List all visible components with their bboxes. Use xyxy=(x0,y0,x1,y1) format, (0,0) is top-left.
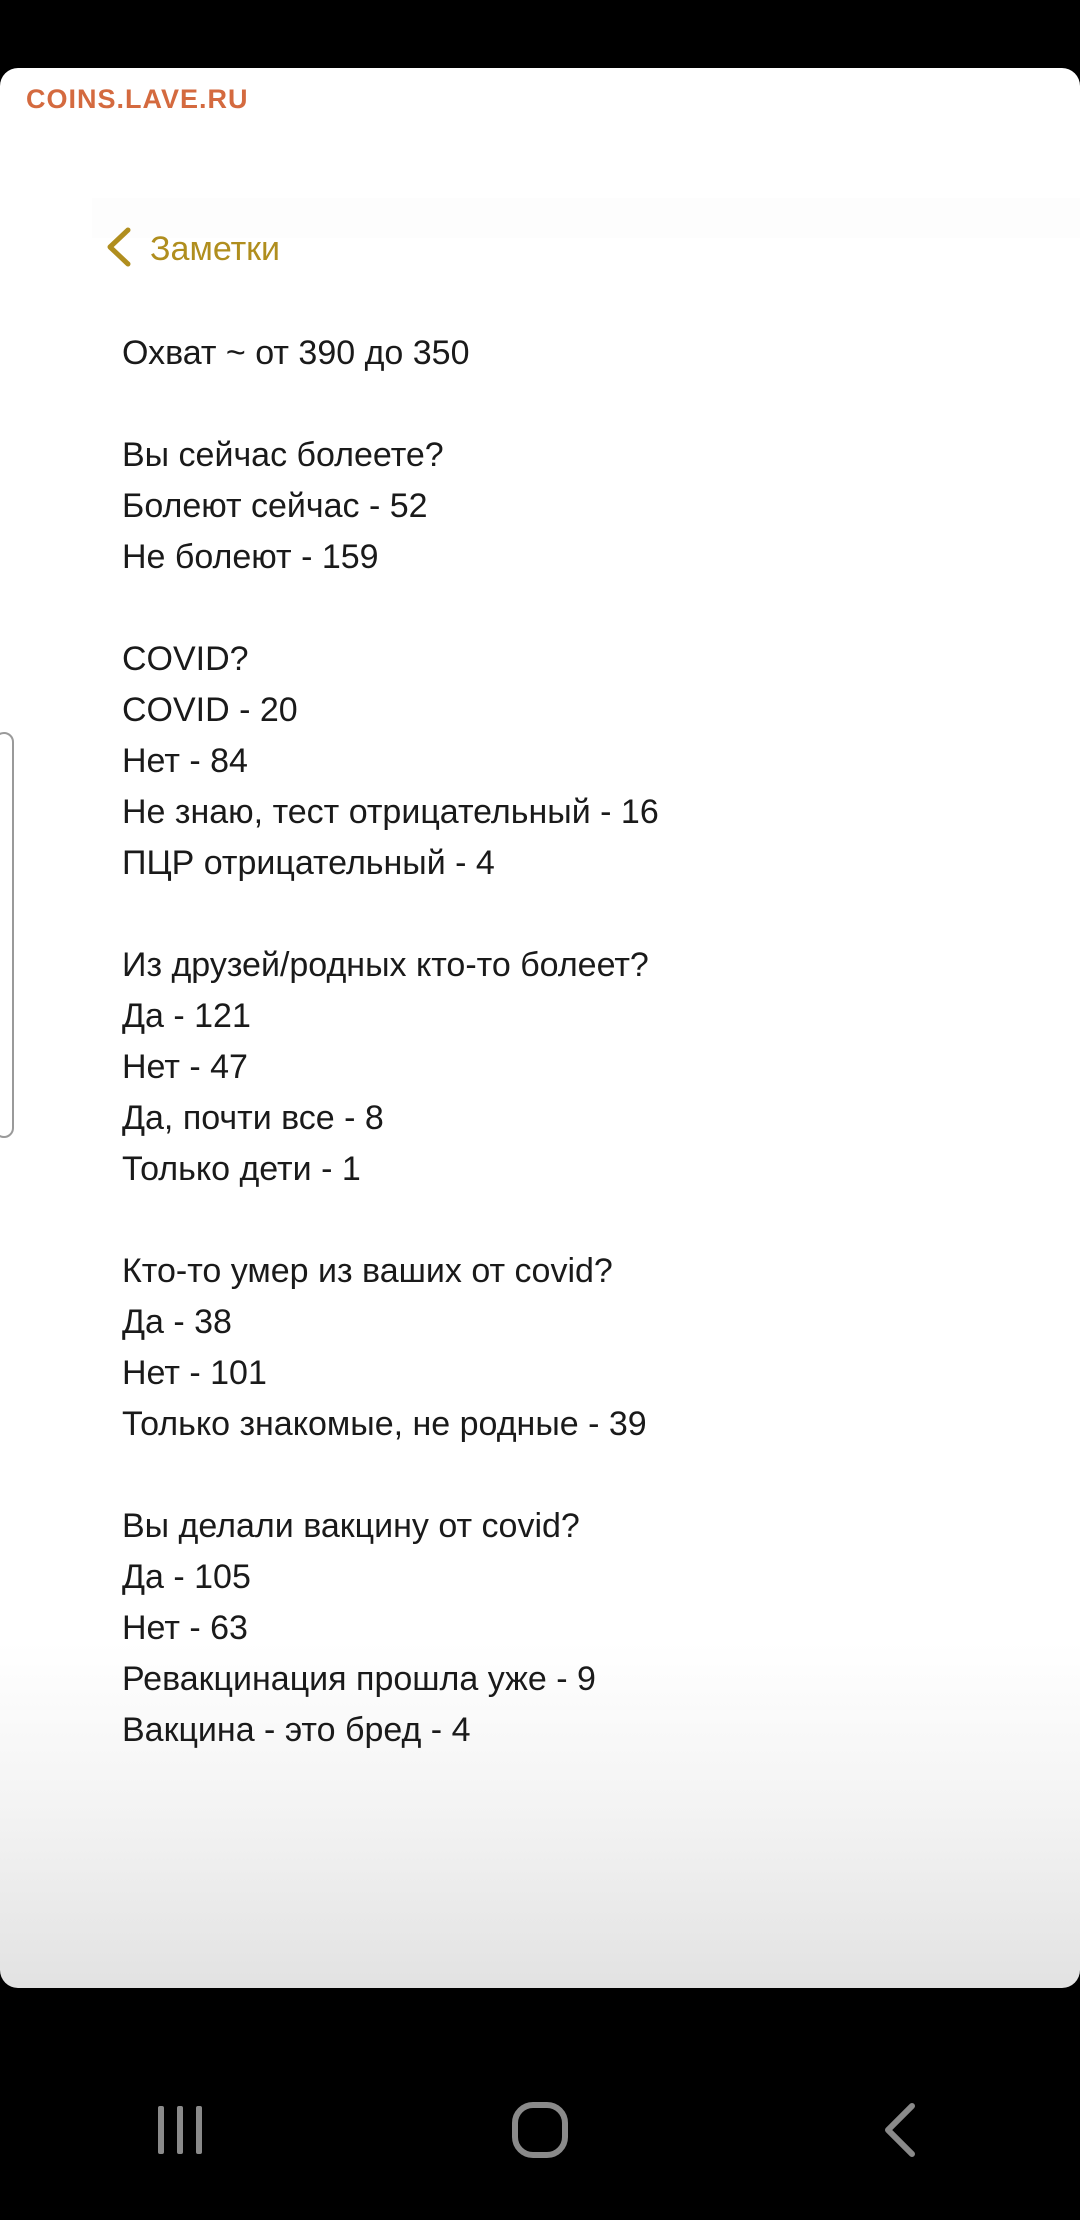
question-line: Из друзей/родных кто-то болеет? xyxy=(122,946,649,984)
recent-apps-button[interactable] xyxy=(120,2070,240,2190)
back-icon xyxy=(880,2100,920,2160)
answer-line: Да - 121 xyxy=(122,997,251,1035)
note-text[interactable] xyxy=(122,328,1022,1756)
question-line: Вы делали вакцину от covid? xyxy=(122,1507,580,1545)
answer-line: ПЦР отрицательный - 4 xyxy=(122,844,495,882)
question-line: Кто-то умер из ваших от covid? xyxy=(122,1252,613,1290)
chevron-left-icon xyxy=(104,226,150,273)
answer-line: Нет - 84 xyxy=(122,742,248,780)
back-label: Заметки xyxy=(150,230,281,268)
answer-line: Болеют сейчас - 52 xyxy=(122,487,428,525)
system-nav-bar xyxy=(0,2040,1080,2220)
notes-screen xyxy=(0,68,1080,1988)
answer-line: Нет - 63 xyxy=(122,1609,248,1647)
answer-line: Да - 105 xyxy=(122,1558,251,1596)
answer-line: Нет - 47 xyxy=(122,1048,248,1086)
recent-apps-icon xyxy=(152,2102,208,2158)
home-button[interactable] xyxy=(480,2070,600,2190)
answer-line: Вакцина - это бред - 4 xyxy=(122,1711,471,1749)
answer-line: Нет - 101 xyxy=(122,1354,267,1392)
answer-line: Да - 38 xyxy=(122,1303,232,1341)
answer-line: Не болеют - 159 xyxy=(122,538,379,576)
back-button[interactable] xyxy=(840,2070,960,2190)
answer-line: COVID - 20 xyxy=(122,691,298,729)
edge-panel-handle[interactable] xyxy=(0,732,14,1138)
question-line: Вы сейчас болеете? xyxy=(122,436,444,474)
watermark: COINS.LAVE.RU xyxy=(26,84,249,114)
answer-line: Ревакцинация прошла уже - 9 xyxy=(122,1660,596,1698)
home-icon xyxy=(510,2100,570,2160)
answer-line: Только дети - 1 xyxy=(122,1150,361,1188)
answer-line: Да, почти все - 8 xyxy=(122,1099,384,1137)
back-to-notes-button[interactable] xyxy=(104,226,280,273)
question-line: COVID? xyxy=(122,640,249,678)
answer-line: Только знакомые, не родные - 39 xyxy=(122,1405,647,1443)
answer-line: Не знаю, тест отрицательный - 16 xyxy=(122,793,659,831)
note-line: Охват ~ от 390 до 350 xyxy=(122,334,470,372)
